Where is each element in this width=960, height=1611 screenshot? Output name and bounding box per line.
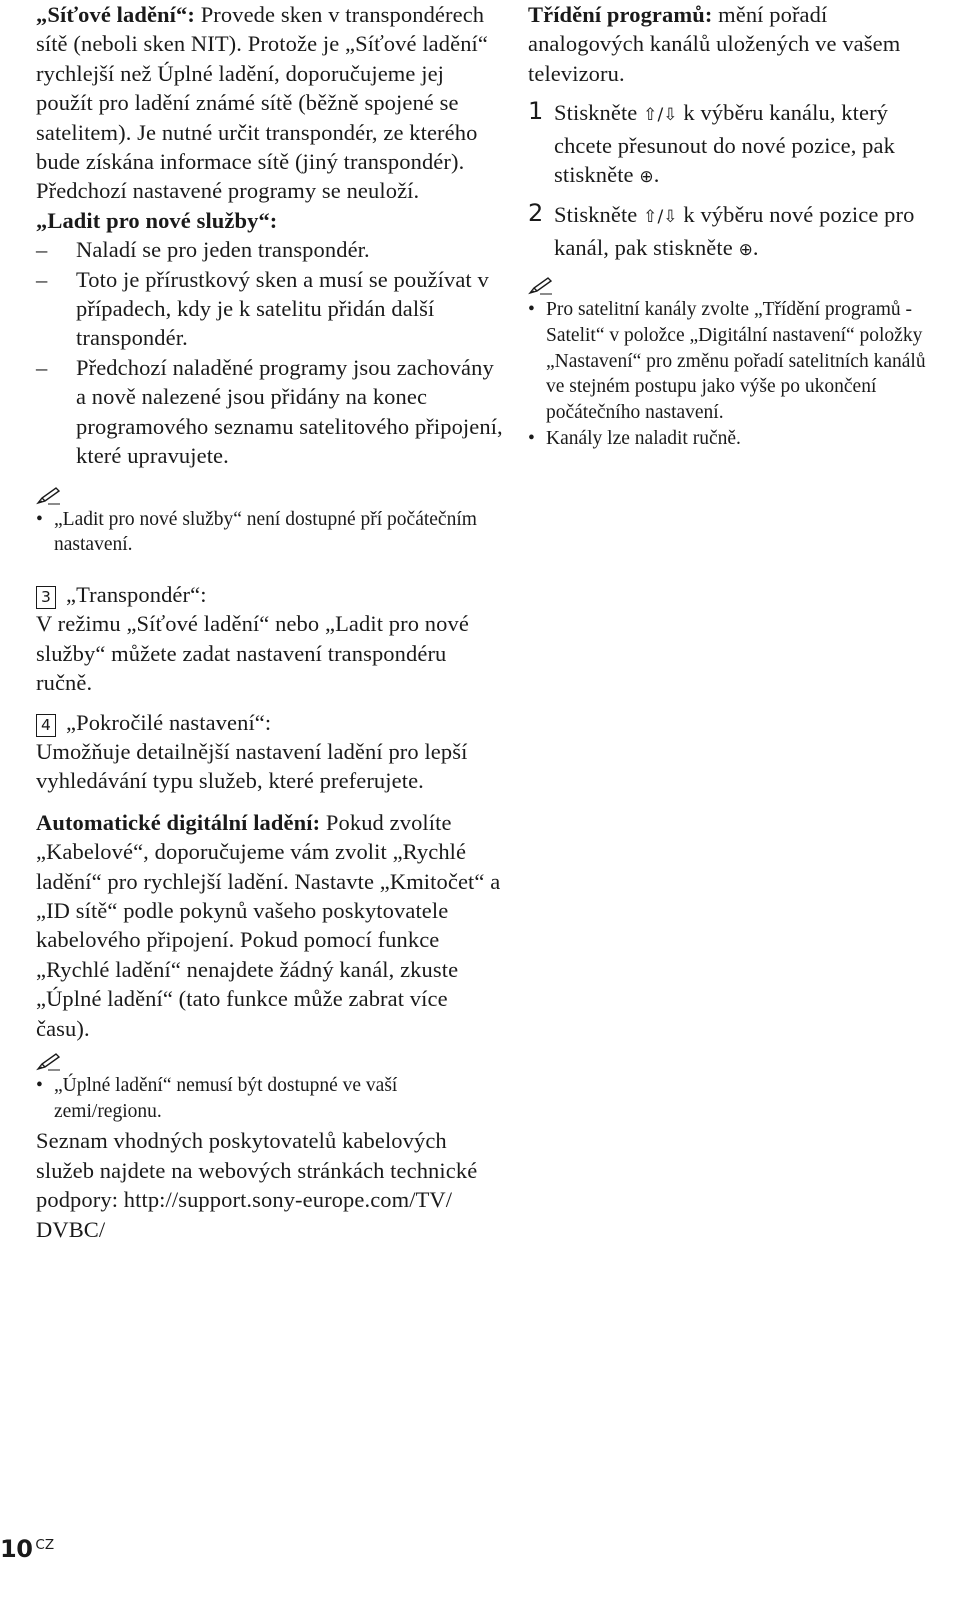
dash-item: – Naladí se pro jeden transpondér. (36, 237, 370, 263)
dash-item: – Toto je přírustkový sken a musí se používat v případech, kdy je k satelitu přidán další transpondér. (36, 266, 489, 351)
auto-digital-paragraph (36, 808, 506, 1043)
ok-button-icon: ⊕ (738, 239, 753, 260)
note-bullet-text: „Ladit pro nové služby“ není dostupné pří počátečním nastavení. (54, 508, 477, 556)
note-bullet: • „Ladit pro nové služby“ není dostupné pří počátečním nastavení. (36, 508, 477, 556)
note-bullet-text: „Úplné ladění“ nemusí být dostupné ve vaší zemi/regionu. (54, 1075, 398, 1122)
auto-digital-title: Automatické digitální ladění: (36, 809, 321, 835)
dash-item-text: Naladí se pro jeden transpondér. (76, 237, 370, 263)
note-bullet-text: Pro satelitní kanály zvolte „Třídění programů - Satelit“ v položce „Digitální nastavení“ položky „Nastavení“ pro změnu pořadí satelitních kanálů ve stejném postupu jako výše po ukončení počátečního nastavení. (546, 299, 926, 424)
note-bullet: • Kanály lze naladit ručně. (528, 427, 741, 449)
sitove-ladeni-text: Provede sken v transpondérech sítě (neboli sken NIT). Protože je „Síťové ladění“ rychlejší než Úplné ladění, doporučujeme jej použít pro ladění známé sítě (běžně spojené se satelitem). Je nutné určit transpondér, ze kterého bude získána informace sítě (jiný transpondér). Předchozí nastavené programy se neuloží. (36, 2, 488, 204)
page-footer (0, 1535, 54, 1563)
item-3-title-text: „Transpondér“: (66, 581, 207, 607)
left-column (36, 0, 506, 1244)
note-block-right (528, 275, 943, 451)
item-3-text: V režimu „Síťové ladění“ nebo „Ladit pro nové služby“ můžete zadat nastavení transpondéru ručně. (36, 611, 469, 696)
ok-button-icon: ⊕ (639, 167, 654, 188)
dash-item-text: Předchozí naladěné programy jsou zachovány a nově nalezené jsou přidány na konec programového seznamu satelitového připojení, které upravujete. (76, 354, 503, 469)
note-block-1 (36, 485, 506, 558)
providers-paragraph: Seznam vhodných poskytovatelů kabelových služeb najdete na webových stránkách technické podpory: http://support.sony-europe.com/TV/ DVBC/ (36, 1128, 478, 1242)
number-3-box: 3 (36, 586, 56, 609)
up-down-arrow-icon: ⇧/⇩ (643, 207, 678, 228)
ladit-dash-list (36, 235, 506, 470)
dash-item-text: Toto je přírustkový sken a musí se používat v případech, kdy je k satelitu přidán další transpondér. (76, 266, 489, 351)
item-4-text: Umožňuje detailnější nastavení ladění pro lepší vyhledávání typu služeb, které preferujete. (36, 738, 468, 794)
sitove-ladeni-title: „Síťové ladění“: (36, 2, 195, 27)
item-4-title-text: „Pokročilé nastavení“: (66, 709, 272, 735)
pencil-note-icon (528, 275, 554, 295)
pencil-note-icon (36, 485, 62, 505)
step-2: 2 Stiskněte ⇧/⇩ k výběru nové pozice pro kanál, pak stiskněte ⊕. (528, 199, 915, 260)
number-4-box: 4 (36, 714, 56, 737)
right-column (528, 0, 943, 451)
note-bullet-text: Kanály lze naladit ručně. (546, 427, 741, 449)
ladit-title: „Ladit pro nové služby“: (36, 207, 278, 233)
auto-digital-text: Pokud zvolíte „Kabelové“, doporučujeme vám zvolit „Rychlé ladění“ pro rychlejší ladění. Nastavte „Kmitočet“ a „ID sítě“ podle pokynů vašeho poskytovatele kabelového připojení. Pokud pomocí funkce „Rychlé ladění“ nenajdete žádný kanál, zkuste „Úplné ladění“ (tato funkce může zabrat více času). (36, 809, 501, 1041)
sort-paragraph (528, 0, 943, 88)
language-code: CZ (35, 1537, 55, 1553)
up-down-arrow-icon: ⇧/⇩ (643, 105, 678, 126)
step-number: 2 (528, 199, 544, 228)
sort-title: Třídění programů: (528, 2, 713, 27)
sitove-ladeni-paragraph (36, 0, 506, 206)
step-number: 1 (528, 97, 544, 126)
note-block-2 (36, 1051, 506, 1124)
note-bullet: • „Úplné ladění“ nemusí být dostupné ve vaší zemi/regionu. (36, 1075, 398, 1122)
sort-text: mění pořadí analogových kanálů uložených ve vašem televizoru. (528, 2, 901, 86)
pencil-note-icon (36, 1051, 62, 1071)
step-1: 1 Stiskněte ⇧/⇩ k výběru kanálu, který chcete přesunout do nové pozice, pak stiskněte ⊕. (528, 97, 895, 188)
note-bullet: • Pro satelitní kanály zvolte „Třídění programů - Satelit“ v položce „Digitální nastavení“ položky „Nastavení“ pro změnu pořadí satelitních kanálů ve stejném postupu jako výše po ukončení počátečního nastavení. (528, 299, 926, 424)
item-4-title (36, 708, 506, 737)
item-3-title (36, 580, 506, 609)
page-number: 10 (0, 1535, 33, 1563)
dash-item: – Předchozí naladěné programy jsou zachovány a nově nalezené jsou přidány na konec programového seznamu satelitového připojení, které upravujete. (36, 354, 503, 469)
